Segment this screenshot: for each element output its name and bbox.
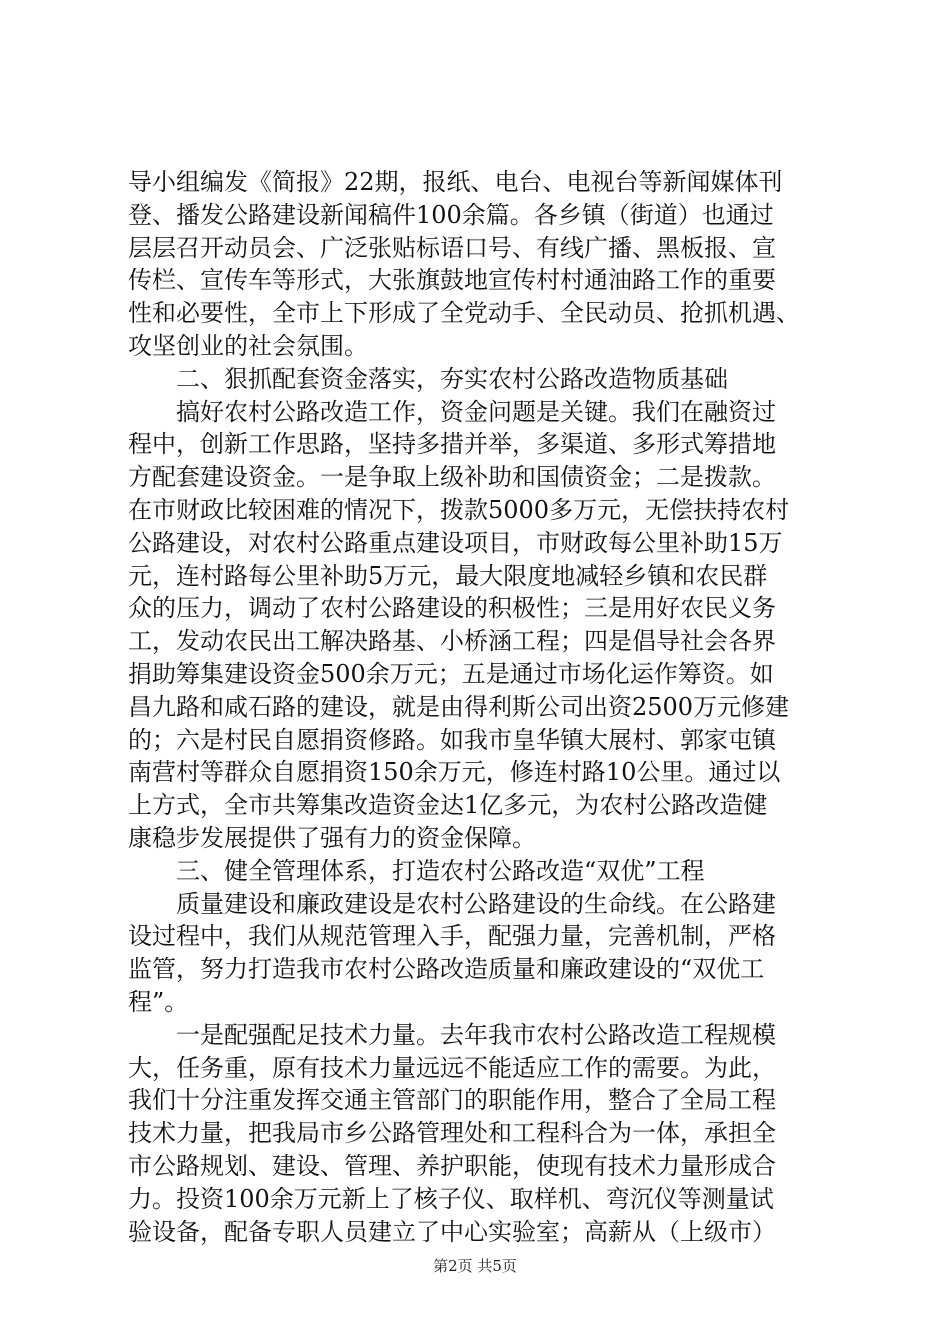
body-line: 的；六是村民自愿捐资修路。如我市皇华镇大展村、郭家屯镇 xyxy=(128,725,776,754)
body-line: 上方式，全市共筹集改造资金达1亿多元，为农村公路改造健 xyxy=(128,791,768,820)
body-line: 众的压力，调动了农村公路建设的积极性；三是用好农民义务 xyxy=(128,594,776,623)
body-line: 大，任务重，原有技术力量远远不能适应工作的需要。为此， xyxy=(128,1053,776,1082)
body-line: 康稳步发展提供了强有力的资金保障。 xyxy=(128,823,536,852)
body-line: 在市财政比较困难的情况下，拨款5000多万元，无偿扶持农村 xyxy=(128,495,790,524)
body-line: 我们十分注重发挥交通主管部门的职能作用，整合了全局工程 xyxy=(128,1086,776,1115)
body-line: 市公路规划、建设、管理、养护职能，使现有技术力量形成合 xyxy=(128,1151,776,1180)
body-line: 力。投资100余万元新上了核子仪、取样机、弯沉仪等测量试 xyxy=(128,1184,774,1213)
page-number-footer: 第2页 共5页 xyxy=(433,1257,517,1275)
body-line: 验设备，配备专职人员建立了中心实验室；高薪从（上级市） xyxy=(128,1217,776,1246)
body-line: 技术力量，把我局市乡公路管理处和工程科合为一体，承担全 xyxy=(128,1119,776,1148)
body-line: 捐助筹集建设资金500余万元；五是通过市场化运作筹资。如 xyxy=(128,659,774,688)
body-line: 方配套建设资金。一是争取上级补助和国债资金；二是拨款。 xyxy=(128,463,776,492)
section-heading: 二、狠抓配套资金落实，夯实农村公路改造物质基础 xyxy=(128,364,728,393)
body-line: 程”。 xyxy=(128,987,189,1016)
body-line: 搞好农村公路改造工作，资金问题是关键。我们在融资过 xyxy=(128,397,776,426)
body-line: 导小组编发《简报》22期，报纸、电台、电视台等新闻媒体刊 xyxy=(128,168,783,196)
body-line: 元，连村路每公里补助5万元，最大限度地减轻乡镇和农民群 xyxy=(128,561,768,590)
body-line: 层层召开动员会、广泛张贴标语口号、有线广播、黑板报、宣 xyxy=(128,233,776,262)
body-line: 质量建设和廉政建设是农村公路建设的生命线。在公路建 xyxy=(128,889,776,918)
body-line: 登、播发公路建设新闻稿件100余篇。各乡镇（街道）也通过 xyxy=(128,200,774,229)
body-line: 监管，努力打造我市农村公路改造质量和廉政建设的“双优工 xyxy=(128,955,765,984)
body-line: 工，发动农民出工解决路基、小桥涵工程；四是倡导社会各界 xyxy=(128,627,776,656)
body-line: 公路建设，对农村公路重点建设项目，市财政每公里补助15万 xyxy=(128,528,783,557)
body-line: 昌九路和咸石路的建设，就是由得利斯公司出资2500万元修建 xyxy=(128,692,790,721)
body-line: 南营村等群众自愿捐资150余万元，修连村路10公里。通过以 xyxy=(128,758,781,787)
body-line: 攻坚创业的社会氛围。 xyxy=(128,331,368,360)
body-line: 传栏、宣传车等形式，大张旗鼓地宣传村村通油路工作的重要 xyxy=(128,266,776,295)
section-heading: 三、健全管理体系，打造农村公路改造“双优”工程 xyxy=(128,856,705,885)
body-line: 程中，创新工作思路，坚持多措并举，多渠道、多形式筹措地 xyxy=(128,430,776,459)
body-line: 设过程中，我们从规范管理入手，配强力量，完善机制，严格 xyxy=(128,922,776,951)
body-line: 一是配强配足技术力量。去年我市农村公路改造工程规模 xyxy=(128,1020,776,1049)
document-body xyxy=(128,166,844,1248)
body-line: 性和必要性，全市上下形成了全党动手、全民动员、抢抓机遇、 xyxy=(128,299,800,328)
